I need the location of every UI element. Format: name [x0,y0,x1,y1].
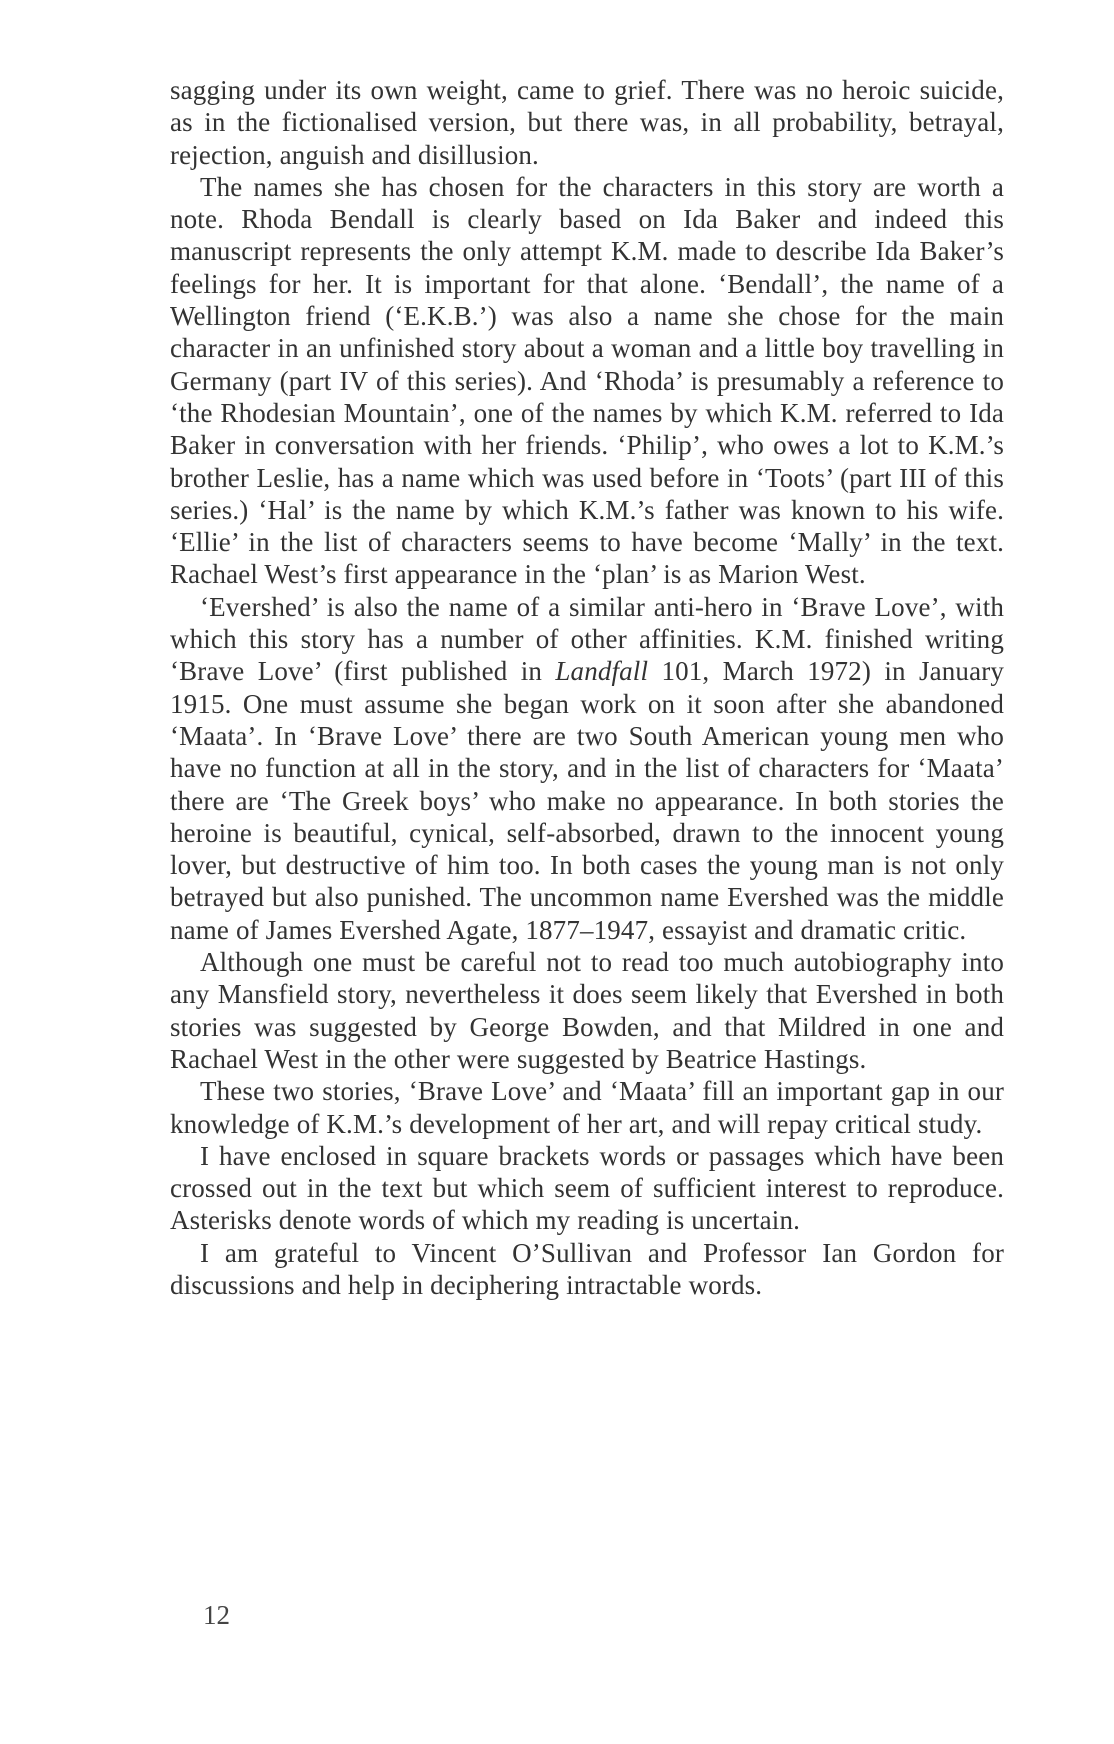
paragraph-6 [170,1140,1004,1237]
paragraph-4 [170,946,1004,1075]
paragraph-3 [170,591,1004,946]
paragraph-3-text-a: ‘Evershed’ is also the name of a similar anti-hero in ‘Brave Love’, with which this story has a number of other affinities. K.M. finished writing ‘Brave Love’ (first published in [170,591,1004,687]
paragraph-3-text-b: 101, March 1972) in January 1915. One must assume she began work on it soon after she abandoned ‘Maata’. In ‘Brave Love’ there are two South American young men who have no function at all in the story, and in the list of characters for ‘Maata’ there are ‘The Greek boys’ who make no appearance. In both stories the heroine is beautiful, cynical, self-absorbed, drawn to the innocent young lover, but destructive of him too. In both cases the young man is not only betrayed but also punished. The uncommon name Evershed was the middle name of James Evershed Agate, 1877–1947, essayist and dramatic critic. [170,656,1004,945]
paragraph-6-text: I have enclosed in square brackets words or passages which have been crossed out in the text but which seem of sufficient interest to reproduce. Asterisks denote words of which my reading is uncertain. [170,1140,1004,1236]
paragraph-5-text: These two stories, ‘Brave Love’ and ‘Maata’ fill an important gap in our knowledge of K.M.’s development of her art, and will repay critical study. [170,1076,1004,1139]
body-text [170,74,1004,1301]
page-number: 12 [203,1600,230,1630]
paragraph-1 [170,74,1004,171]
paragraph-1-text: sagging under its own weight, came to grief. There was no heroic suicide, as in the fictionalised version, but there was, in all probability, betrayal, rejection, anguish and disillusion. [170,75,1004,170]
paragraph-2 [170,171,1004,591]
paragraph-2-text: The names she has chosen for the characters in this story are worth a note. Rhoda Bendall is clearly based on Ida Baker and indeed this manuscript represents the only attempt K.M. made to describe Ida Baker’s feelings for her. It is important for that alone. ‘Bendall’, the name of a Wellington friend (‘E.K.B.’) was also a name she chose for the main character in an unfinished story about a woman and a little boy travelling in Germany (part IV of this series). And ‘Rhoda’ is presumably a reference to ‘the Rhodesian Mountain’, one of the names by which K.M. referred to Ida Baker in conversation with her friends. ‘Philip’, who owes a lot to K.M.’s brother Leslie, has a name which was used before in ‘Toots’ (part III of this series.) ‘Hal’ is the name by which K.M.’s father was known to his wife. ‘Ellie’ in the list of characters seems to have become ‘Mally’ in the text. Rachael West’s first appearance in the ‘plan’ is as Marion West. [170,171,1004,590]
paragraph-7 [170,1237,1004,1302]
paragraph-4-text: Although one must be careful not to read too much autobiography into any Mansfield story, nevertheless it does seem likely that Evershed in both stories was suggested by George Bowden, and that Mildred in one and Rachael West in the other were suggested by Beatrice Hastings. [170,947,1004,1074]
paragraph-5 [170,1075,1004,1140]
paragraph-7-text: I am grateful to Vincent O’Sullivan and Professor Ian Gordon for discussions and help in deciphering intractable words. [170,1237,1004,1300]
journal-title-landfall: Landfall [555,656,649,687]
